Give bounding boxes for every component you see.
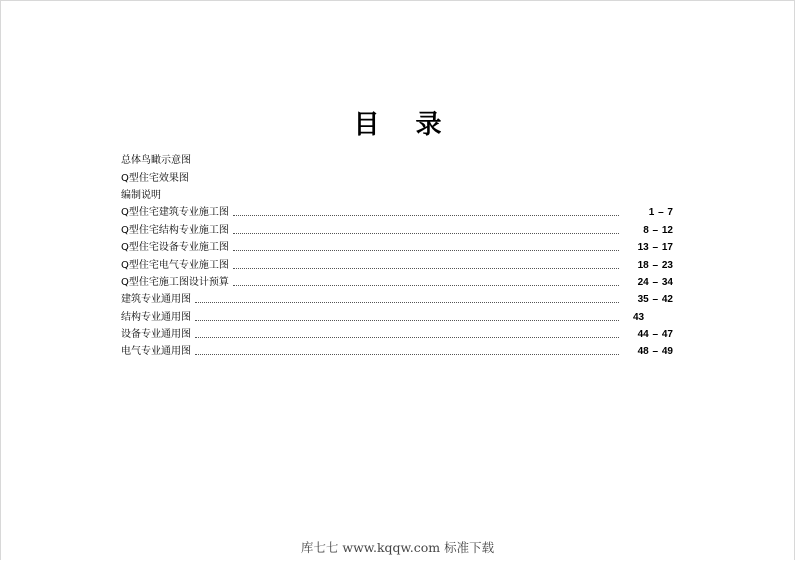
toc-entry-pages: 48 – 49 [637,346,673,358]
toc-entry[interactable] [121,222,673,239]
toc-entry-pages: 13 – 17 [637,242,673,254]
toc-leader-dots [233,268,619,269]
page-title-char-2: 录 [415,110,442,140]
toc-entry-label: Q型住宅效果图 [121,172,189,184]
toc-entry[interactable] [121,204,673,221]
toc-leader-dots [233,215,619,216]
toc-entry[interactable] [121,152,673,169]
toc-entry-label: Q型住宅施工图设计预算 [121,276,229,288]
toc-entry[interactable] [121,169,673,186]
toc-entry-label: 总体鸟瞰示意图 [121,155,191,167]
toc-entry[interactable] [121,343,673,360]
toc-entry-pages: 8 – 12 [643,224,673,236]
toc-leader-dots [195,320,619,321]
toc-entry-label: 设备专业通用图 [121,329,191,341]
toc-leader-dots [233,233,619,234]
page-title-char-1: 目 [353,110,380,140]
toc-entry[interactable] [121,291,673,308]
toc-entry-label: 建筑专业通用图 [121,294,191,306]
toc-entry-pages: 24 – 34 [637,276,673,288]
toc-entry-label: Q型住宅建筑专业施工图 [121,207,229,219]
watermark: 库七七 www.kqqw.com 标准下载 [300,540,495,555]
toc-entry[interactable] [121,326,673,343]
toc-entry[interactable] [121,309,673,326]
toc-entry-pages: 44 – 47 [637,329,673,341]
toc-leader-dots [195,302,619,303]
toc-leader-dots [195,354,619,355]
toc-entry[interactable] [121,187,673,204]
toc-entry-label: 结构专业通用图 [121,311,191,323]
toc-leader-dots [233,285,619,286]
toc-entry-pages: 1 – 7 [648,207,673,219]
toc-leader-dots [195,337,619,338]
toc-leader-dots [233,250,619,251]
page-title [0,104,795,141]
toc-entry-label: Q型住宅设备专业施工图 [121,242,229,254]
toc-entry-label: 电气专业通用图 [121,346,191,358]
toc-entry-label: 编制说明 [121,189,161,201]
toc-entry[interactable] [121,239,673,256]
toc-entry[interactable] [121,274,673,291]
toc-entry-label: Q型住宅电气专业施工图 [121,259,229,271]
toc-entry-label: Q型住宅结构专业施工图 [121,224,229,236]
toc-entry[interactable] [121,256,673,273]
toc-entry-pages: 43 [633,311,645,323]
table-of-contents [121,152,673,361]
toc-entry-pages: 35 – 42 [637,294,673,306]
toc-entry-pages: 18 – 23 [637,259,673,271]
